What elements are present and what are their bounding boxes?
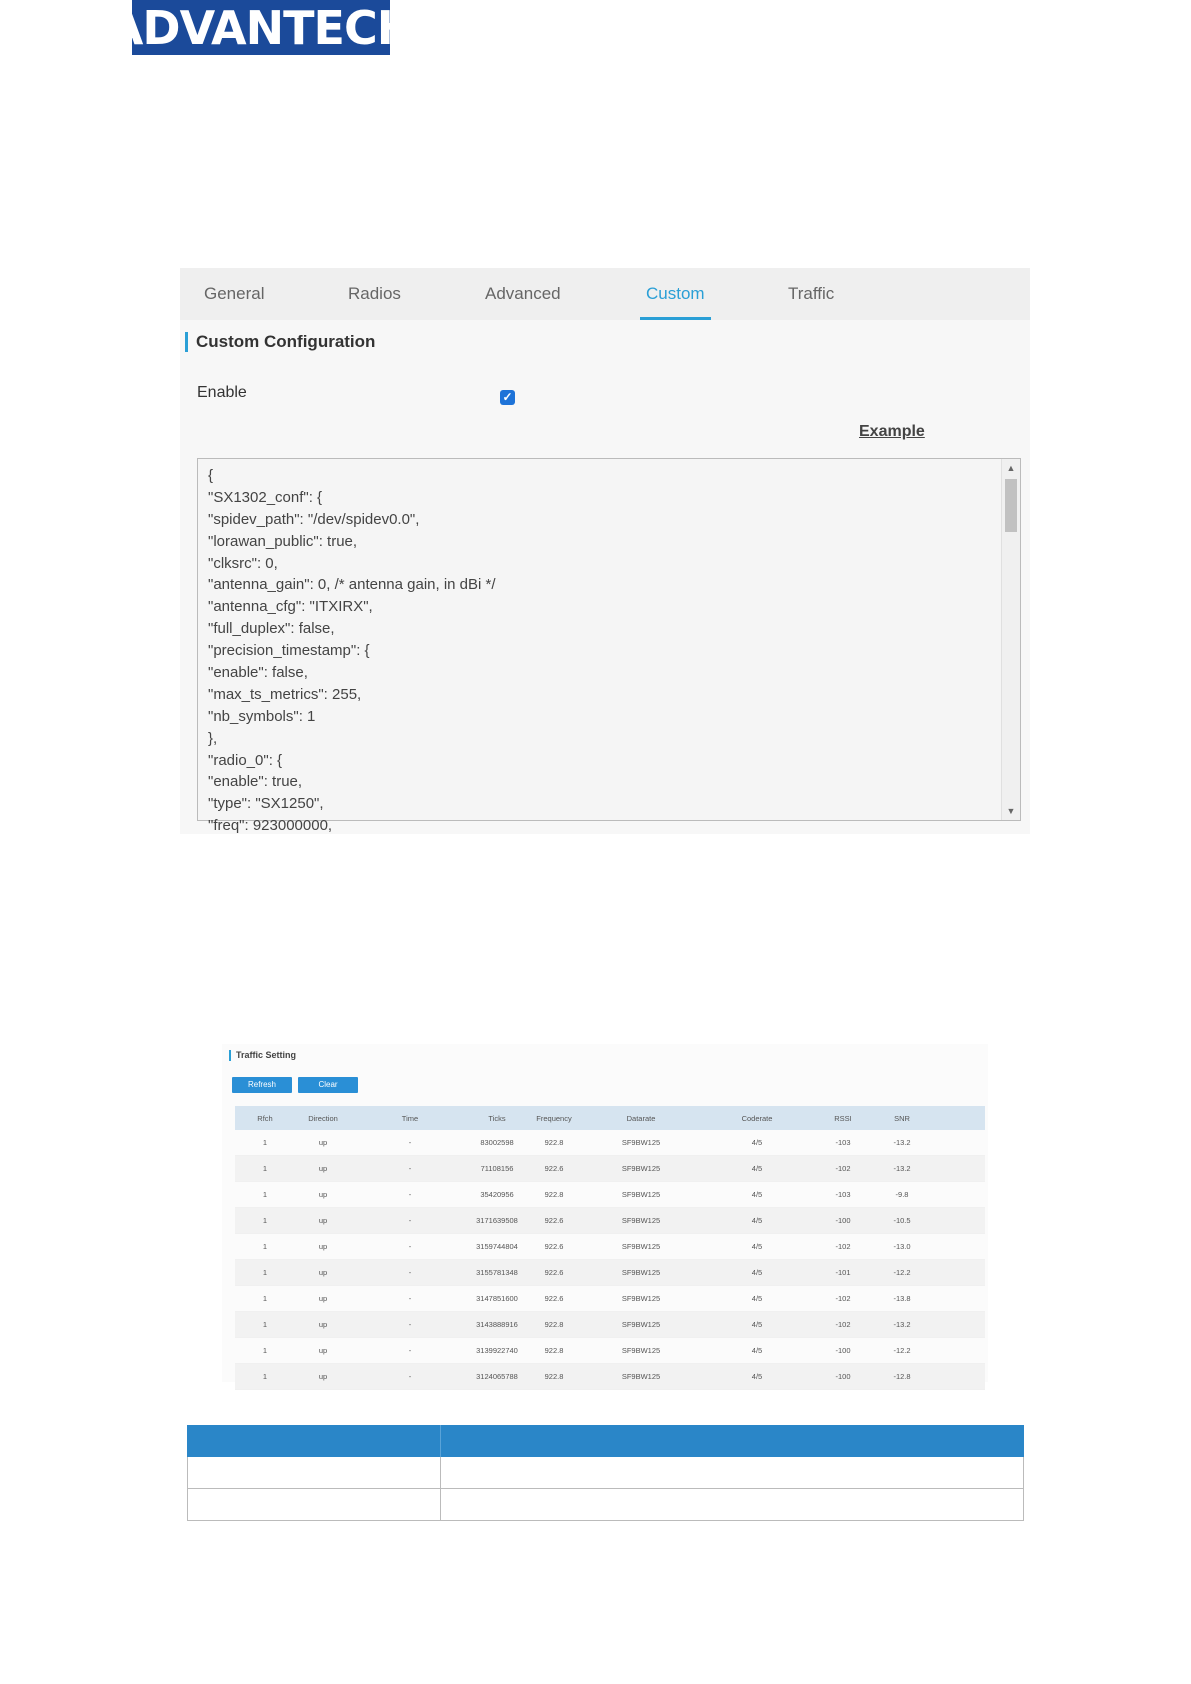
table-cell: 3159744804 [476,1242,518,1251]
table-cell [187,1457,441,1488]
table-cell: up [318,1138,328,1147]
table-cell: - [408,1138,412,1147]
table-cell: up [318,1242,328,1251]
table-cell: -102 [835,1164,851,1173]
table-cell [441,1457,1024,1488]
table-cell: 3124065788 [476,1372,518,1381]
table-cell: 3143888916 [476,1320,518,1329]
table-cell: 3147851600 [476,1294,518,1303]
config-line: "lorawan_public": true, [208,532,358,550]
table-cell: 1 [262,1164,268,1173]
table-cell: 3155781348 [476,1268,518,1277]
traffic-table [235,1106,985,1390]
table-cell: -13.2 [893,1138,911,1147]
table-row [187,1457,1024,1489]
table-cell: - [408,1216,412,1225]
traffic-table-body [235,1130,985,1390]
config-line: "type": "SX1250", [208,795,324,813]
table-row [235,1130,985,1156]
table-cell: up [318,1268,328,1277]
table-cell: 3139922740 [476,1346,518,1355]
column-header: Time [401,1113,419,1123]
header-cell [187,1425,441,1457]
table-cell: 922.8 [544,1320,564,1329]
table-cell: -12.2 [893,1268,911,1277]
traffic-section-title: Traffic Setting [229,1050,296,1061]
table-cell: 922.6 [544,1268,564,1277]
table-cell: -9.8 [895,1190,909,1199]
table-cell: up [318,1320,328,1329]
column-header: Ticks [488,1113,506,1123]
table-cell: 1 [262,1268,268,1277]
scroll-up-arrow-icon[interactable]: ▲ [1006,463,1016,473]
checkmark-icon: ✓ [502,390,513,404]
table-cell: 1 [262,1320,268,1329]
config-line: "clksrc": 0, [208,554,278,572]
table-cell: 4/5 [751,1346,763,1355]
table-cell: 1 [262,1294,268,1303]
advantech-logo: ADVANTECH [107,0,415,55]
config-text [208,465,988,837]
config-line: "max_ts_metrics": 255, [208,685,362,703]
table-cell: 1 [262,1190,268,1199]
config-line: "nb_symbols": 1 [208,707,316,725]
config-line: "precision_timestamp": { [208,642,370,660]
table-cell: 4/5 [751,1242,763,1251]
table-cell: -100 [835,1216,851,1225]
table-cell: SF9BW125 [621,1320,661,1329]
table-cell: SF9BW125 [621,1346,661,1355]
textarea-scrollbar[interactable] [1001,459,1020,820]
table-cell: SF9BW125 [621,1138,661,1147]
table-cell: - [408,1164,412,1173]
table-cell: - [408,1346,412,1355]
table-row [235,1182,985,1208]
tab-advanced[interactable]: Advanced [485,284,561,303]
table-cell: -102 [835,1320,851,1329]
table-cell: -13.8 [893,1294,911,1303]
table-cell: - [408,1294,412,1303]
table-cell: -12.8 [893,1372,911,1381]
table-cell: -100 [835,1372,851,1381]
config-line: "SX1302_conf": { [208,488,323,506]
table-cell: 922.6 [544,1294,564,1303]
config-line: "enable": true, [208,773,303,791]
table-cell: 1 [262,1242,268,1251]
table-cell: - [408,1372,412,1381]
table-cell: -102 [835,1294,851,1303]
table-cell [441,1489,1024,1520]
table-cell: 4/5 [751,1164,763,1173]
table-cell: up [318,1294,328,1303]
enable-label: Enable [197,384,247,401]
table-cell: 922.8 [544,1138,564,1147]
tab-traffic[interactable]: Traffic [788,284,835,303]
table-cell: 3171639508 [476,1216,518,1225]
custom-config-panel [180,268,1030,834]
table-row [187,1489,1024,1521]
table-cell: up [318,1216,328,1225]
config-line: "spidev_path": "/dev/spidev0.0", [208,510,420,528]
enable-checkbox[interactable] [500,390,515,405]
config-line: "freq": 923000000, [208,817,333,835]
table-cell: 1 [262,1372,268,1381]
table-cell: up [318,1164,328,1173]
table-cell: 922.6 [544,1164,564,1173]
table-cell: up [318,1372,328,1381]
config-line: "antenna_gain": 0, /* antenna gain, in dBi */ [208,576,496,594]
tab-radios[interactable]: Radios [348,284,401,303]
table-cell: SF9BW125 [621,1294,661,1303]
table-cell: SF9BW125 [621,1268,661,1277]
table-cell: 35420956 [480,1190,514,1199]
scroll-down-arrow-icon[interactable]: ▼ [1006,806,1016,816]
table-cell: 1 [262,1346,268,1355]
table-cell: -102 [835,1242,851,1251]
column-header: Rfch [257,1113,273,1123]
table-row [235,1156,985,1182]
table-cell: up [318,1346,328,1355]
traffic-table-header [235,1106,985,1130]
table-cell: 4/5 [751,1320,763,1329]
parameter-table-header [187,1425,1024,1457]
config-line: "radio_0": { [208,751,283,769]
table-cell: -103 [835,1138,851,1147]
table-cell: -101 [835,1268,851,1277]
table-cell: -12.2 [893,1346,911,1355]
table-cell: - [408,1320,412,1329]
table-cell: 922.6 [544,1242,564,1251]
config-line: "enable": false, [208,664,308,682]
table-row [235,1208,985,1234]
table-cell: up [318,1190,328,1199]
column-header: Frequency [536,1113,572,1123]
tab-bar [180,268,1030,320]
table-row [235,1286,985,1312]
table-cell: 4/5 [751,1216,763,1225]
example-link[interactable]: Example [859,423,925,440]
table-cell: -10.5 [893,1216,911,1225]
config-line: "antenna_cfg": "ITXIRX", [208,598,373,616]
parameter-table [187,1425,1024,1521]
table-cell: 4/5 [751,1190,763,1199]
column-header: Coderate [741,1113,773,1123]
table-cell: 922.8 [544,1372,564,1381]
column-header: SNR [894,1113,910,1123]
table-cell [187,1489,441,1520]
table-cell: 4/5 [751,1294,763,1303]
table-cell: 4/5 [751,1138,763,1147]
clear-button[interactable]: Clear [298,1077,358,1093]
table-cell: -103 [835,1190,851,1199]
config-line: "full_duplex": false, [208,620,335,638]
table-cell: SF9BW125 [621,1190,661,1199]
table-cell: 83002598 [480,1138,514,1147]
header-cell [441,1425,1024,1457]
table-row [235,1260,985,1286]
config-textarea[interactable] [197,458,1021,835]
tab-custom[interactable]: Custom [646,268,705,320]
table-cell: - [408,1268,412,1277]
table-cell: SF9BW125 [621,1372,661,1381]
config-line: { [208,467,214,484]
table-cell: -13.0 [893,1242,911,1251]
table-cell: 1 [262,1216,268,1225]
table-row [235,1234,985,1260]
table-cell: 4/5 [751,1372,763,1381]
table-cell: SF9BW125 [621,1242,661,1251]
table-cell: 922.8 [544,1190,564,1199]
column-header: Datarate [626,1113,656,1123]
table-cell: 4/5 [751,1268,763,1277]
table-cell: 922.6 [544,1216,564,1225]
table-cell: 1 [262,1138,268,1147]
column-header: Direction [308,1113,338,1123]
table-cell: SF9BW125 [621,1216,661,1225]
tab-general[interactable]: General [204,284,265,303]
table-cell: -13.2 [893,1320,911,1329]
table-row [235,1312,985,1338]
config-line: }, [208,729,218,747]
table-cell: 71108156 [480,1164,514,1173]
section-title: Custom Configuration [185,332,375,352]
table-cell: - [408,1190,412,1199]
table-cell: - [408,1242,412,1251]
scrollbar-thumb[interactable] [1005,479,1017,532]
refresh-button[interactable]: Refresh [232,1077,292,1093]
table-row [235,1364,985,1390]
column-header: RSSI [834,1113,852,1123]
table-cell: SF9BW125 [621,1164,661,1173]
traffic-panel [222,1044,988,1382]
table-cell: -13.2 [893,1164,911,1173]
table-row [235,1338,985,1364]
table-cell: -100 [835,1346,851,1355]
table-cell: 922.8 [544,1346,564,1355]
